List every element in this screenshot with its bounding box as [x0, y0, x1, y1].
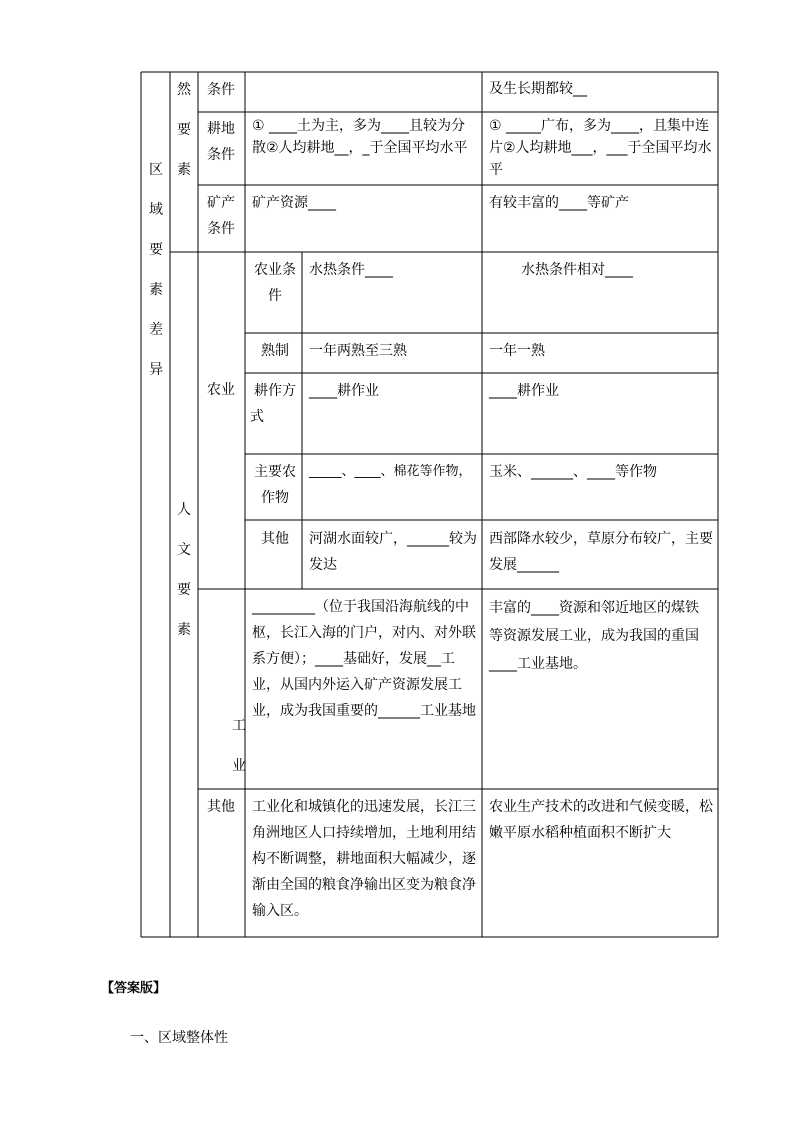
- farmland-label-1: 耕地: [207, 121, 235, 137]
- industry-label-1: 工: [232, 718, 246, 734]
- agri-ripening-label: 熟制: [261, 343, 289, 359]
- agri-crops-label-1: 主要农: [254, 464, 296, 480]
- col0-char: 异: [149, 362, 163, 378]
- industry-left: _________（位于我国沿海航线的中枢，长江入海的门户，对内、对外联系方便）；____基础好，发展__工业，从国内外运入矿产资源发展工业，成为我国重要的______工业基地: [252, 599, 476, 719]
- others-left: 工业化和城镇化的迅速发展，长江三角洲地区人口持续增加，土地利用结构不断调整，耕地面积大幅减少，逐渐由全国的粮食净输出区变为粮食净输入区。: [252, 799, 476, 919]
- agri-other-right: 西部降水较少，草原分布较广，主要发展______: [489, 531, 713, 573]
- agri-cond-right: 水热条件相对____: [521, 262, 633, 278]
- agri-ripening-right: 一年一熟: [489, 343, 545, 359]
- agri-method-left: ____耕作业: [309, 383, 379, 399]
- section-heading: 一、区域整体性: [130, 1030, 228, 1046]
- others-label: 其他: [207, 799, 235, 815]
- others-right: 农业生产技术的改进和气候变暖，松嫩平原水稻种植面积不断扩大: [489, 799, 713, 841]
- agri-crops-left: _____、____、棉花等作物，: [309, 464, 472, 479]
- agri-method-right: ____耕作业: [489, 383, 559, 399]
- agri-ripening-left: 一年两熟至三熟: [309, 343, 407, 359]
- agri-other-left: 河湖水面较广，______较为发达: [309, 531, 477, 573]
- humane-char: 要: [177, 582, 191, 598]
- industry-label-2: 业: [232, 758, 246, 774]
- farmland-right: ① _____广布，多为____，且集中连片②人均耕地___，___于全国平均水平: [489, 118, 712, 178]
- mineral-label-2: 条件: [207, 221, 235, 237]
- agri-crops-right: 玉米、______、____等作物: [489, 464, 657, 480]
- agri-cond-label-2: 件: [268, 288, 282, 304]
- agri-method-label-1: 耕作方: [254, 383, 296, 399]
- natural-char: 要: [177, 122, 191, 138]
- col0-char: 域: [149, 202, 163, 218]
- farmland-left: ① ____土为主，多为____且较为分散②人均耕地__，_于全国平均水平: [252, 118, 468, 156]
- natural-char: 然: [177, 82, 191, 98]
- agri-other-label: 其他: [261, 531, 289, 547]
- col0-char: 要: [149, 242, 163, 258]
- mineral-label-1: 矿产: [207, 195, 235, 211]
- natural-char: 素: [177, 162, 191, 178]
- col0-char: 差: [149, 322, 163, 338]
- col0-char: 区: [149, 162, 163, 178]
- farmland-label-2: 条件: [207, 147, 235, 163]
- humane-char: 人: [177, 502, 191, 518]
- climate-right: 及生长期都较__: [489, 81, 587, 97]
- climate-condition-label: 条件: [207, 82, 235, 98]
- industry-right: 丰富的____资源和邻近地区的煤铁等资源发展工业，成为我国的重国____工业基地。: [489, 600, 699, 672]
- agri-cond-left: 水热条件____: [309, 262, 393, 278]
- agri-method-label-2: 式: [250, 409, 264, 425]
- agriculture-label: 农业: [207, 382, 235, 398]
- col0-char: 素: [149, 282, 163, 298]
- agri-crops-label-2: 作物: [261, 490, 289, 506]
- humane-char: 素: [177, 622, 191, 638]
- mineral-left: 矿产资源____: [252, 195, 336, 211]
- mineral-right: 有较丰富的____等矿产: [489, 195, 629, 211]
- humane-char: 文: [177, 542, 191, 558]
- agri-cond-label-1: 农业条: [254, 262, 296, 278]
- answer-version-heading: 【答案版】: [101, 981, 167, 996]
